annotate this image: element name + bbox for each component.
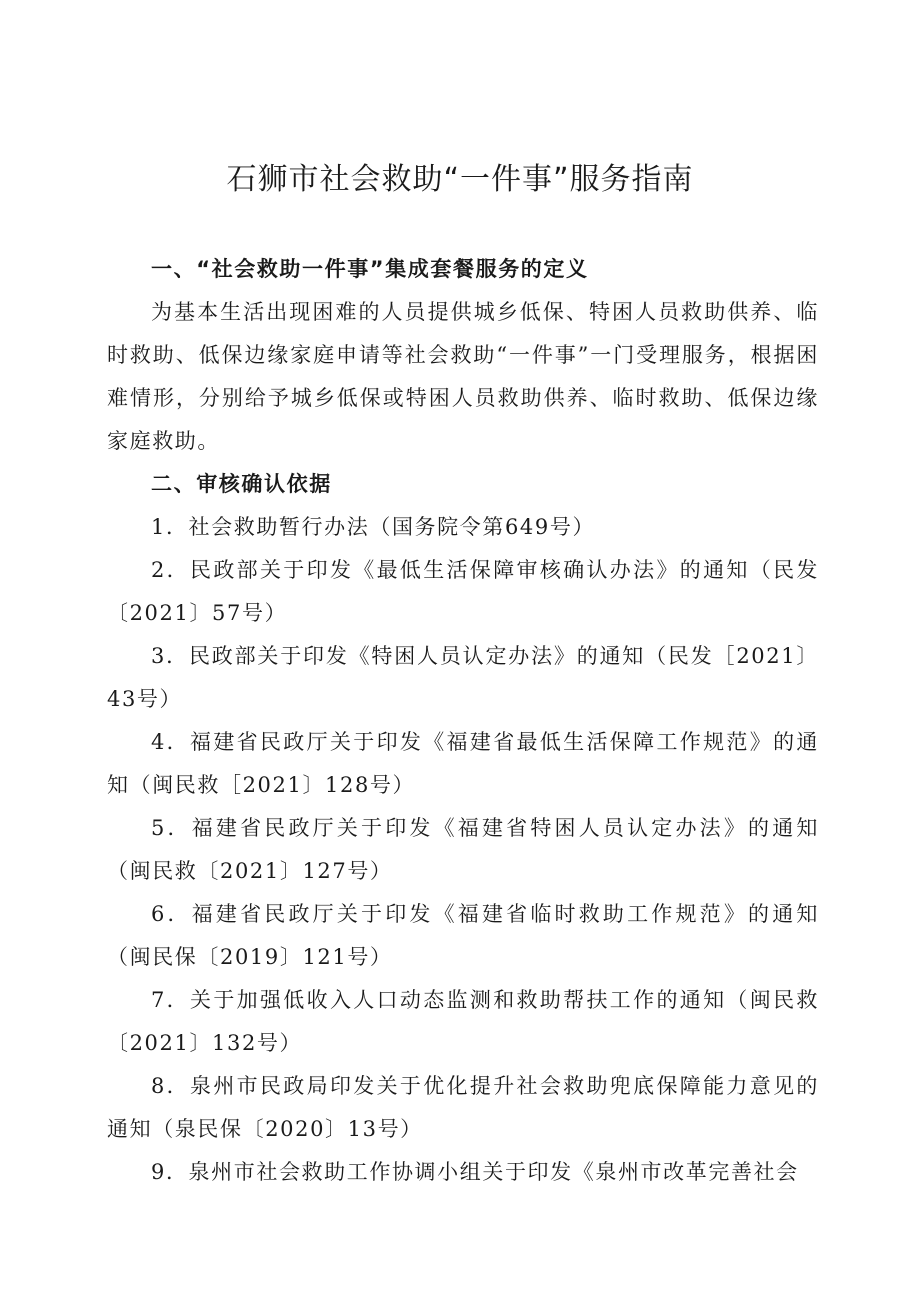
basis-item-6: 6．福建省民政厅关于印发《福建省临时救助工作规范》的通知（闽民保〔2019〕121号） (107, 902, 819, 969)
section-heading-basis: 二、审核确认依据 (151, 472, 332, 496)
basis-item-4: 4．福建省民政厅关于印发《福建省最低生活保障工作规范》的通知（闽民救［2021〕128号） (107, 730, 819, 797)
basis-item-3: 3．民政部关于印发《特困人员认定办法》的通知（民发［2021〕43号） (107, 644, 819, 711)
section-heading-definition: 一、“社会救助一件事”集成套餐服务的定义 (151, 257, 589, 281)
basis-item-1: 1．社会救助暂行办法（国务院令第649号） (151, 515, 596, 539)
definition-paragraph: 为基本生活出现困难的人员提供城乡低保、特困人员救助供养、临时救助、低保边缘家庭申请等社会救助“一件事”一门受理服务，根据困难情形，分别给予城乡低保或特困人员救助供养、临时救助、低保边缘家庭救助。 (107, 300, 819, 453)
document-body (107, 248, 819, 1194)
basis-item-2: 2．民政部关于印发《最低生活保障审核确认办法》的通知（民发〔2021〕57号） (107, 558, 819, 625)
document-title: 石狮市社会救助“一件事”服务指南 (226, 162, 694, 197)
basis-item-5: 5．福建省民政厅关于印发《福建省特困人员认定办法》的通知（闽民救〔2021〕127号） (107, 816, 819, 883)
basis-item-8: 8．泉州市民政局印发关于优化提升社会救助兜底保障能力意见的通知（泉民保〔2020〕13号） (107, 1074, 819, 1141)
basis-item-7: 7．关于加强低收入人口动态监测和救助帮扶工作的通知（闽民救〔2021〕132号） (107, 988, 819, 1055)
basis-item-9: 9．泉州市社会救助工作协调小组关于印发《泉州市改革完善社会 (151, 1160, 799, 1184)
